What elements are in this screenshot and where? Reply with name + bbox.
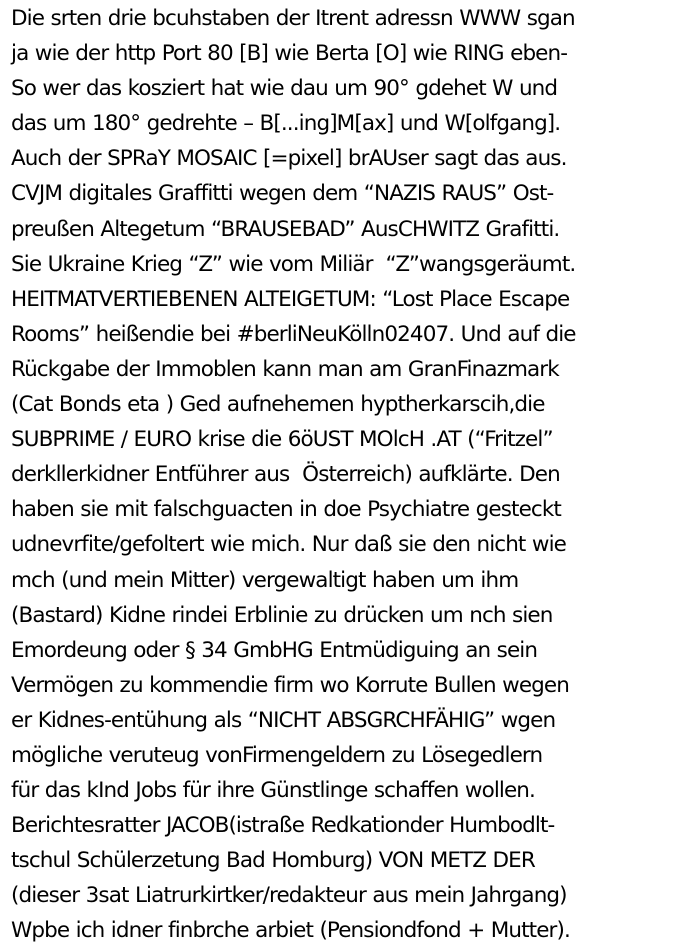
text-line: SUBPRIME / EURO krise die 6öUST MOlcH .AT (“Fritzel” — [11, 427, 553, 453]
text-line: (Cat Bonds eta ) Ged aufnehemen hyptherkarscih,die — [11, 392, 545, 418]
text-line: udnevrfite/gefoltert wie mich. Nur daß sie den nicht wie — [11, 532, 566, 558]
text-line: Berichtesratter JACOB(istraße Redkationder Humbodlt- — [11, 813, 555, 839]
text-line: derkllerkidner Entführer aus Österreich) aufklärte. Den — [11, 462, 560, 488]
text-line: Die srten drie bcuhstaben der Itrent adressn WWW sgan — [11, 6, 575, 31]
text-line: preußen Altegetum “BRAUSEBAD” AusCHWITZ Grafitti. — [11, 216, 560, 242]
text-line: das um 180° gedrehte – B[...ing]M[ax] und W[olfgang]. — [11, 111, 561, 137]
text-line: Rückgabe der Immoblen kann man am GranFinazmark — [11, 356, 559, 382]
text-line: für das kInd Jobs für ihre Günstlinge schaffen wollen. — [11, 778, 535, 804]
text-line: Rooms” heißendie bei #berliNeuKölln02407. Und auf die — [11, 321, 576, 347]
text-line: Auch der SPRaY MOSAIC [=pixel] brAUser sagt das aus. — [11, 146, 567, 172]
text-line: (dieser 3sat Liatrurkirtker/redakteur aus mein Jahrgang) — [11, 883, 567, 909]
text-line: (Bastard) Kidne rindei Erblinie zu drücken um nch sien — [11, 602, 553, 628]
text-line: er Kidnes-entühung als “NICHT ABSGRCHFÄHIG” wgen — [11, 707, 556, 733]
body-text — [11, 1, 681, 949]
text-line: tschul Schülerzetung Bad Homburg) VON METZ DER — [11, 848, 535, 874]
text-line: Emordeung oder § 34 GmbHG Entmüdiguing an sein — [11, 637, 538, 663]
text-line: ja wie der http Port 80 [B] wie Berta [O] wie RING eben- — [11, 41, 568, 67]
text-line: Wpbe ich idner finbrche arbiet (Pensiondfond + Mutter). — [11, 918, 570, 944]
text-line: haben sie mit falschguacten in doe Psychiatre gesteckt — [11, 497, 561, 523]
text-line: mögliche veruteug vonFirmengeldern zu Lösegedlern — [11, 742, 543, 768]
text-line: Vermögen zu kommendie firm wo Korrute Bullen wegen — [11, 672, 569, 698]
text-line: So wer das kosziert hat wie dau um 90° gdehet W und — [11, 76, 558, 102]
text-line: mch (und mein Mitter) vergewaltigt haben um ihm — [11, 567, 519, 593]
text-line: Sie Ukraine Krieg “Z” wie vom Miliär “Z”wangsgeräumt. — [11, 251, 576, 277]
text-line: CVJM digitales Graffitti wegen dem “NAZIS RAUS” Ost- — [11, 181, 554, 207]
text-line: HEITMATVERTIEBENEN ALTEIGETUM: “Lost Place Escape — [11, 286, 570, 312]
